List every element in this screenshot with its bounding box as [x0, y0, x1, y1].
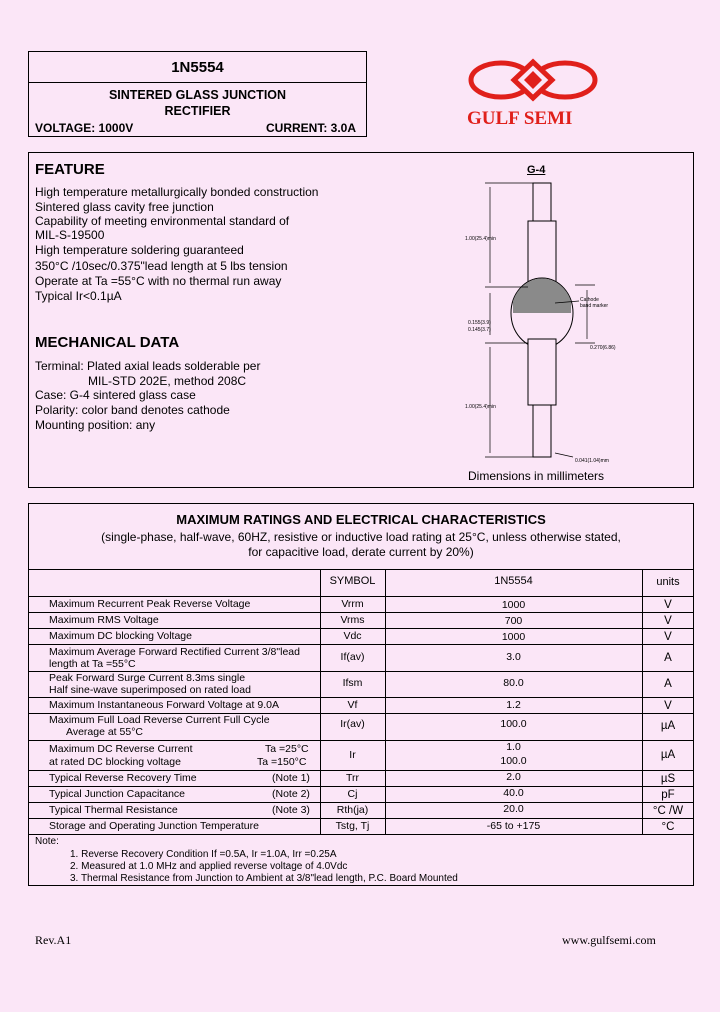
param-name: Typical Reverse Recovery Time	[49, 772, 197, 784]
symbol-cell: Vdc	[343, 630, 362, 642]
mechanical-line: Case: G-4 sintered glass case	[35, 388, 196, 402]
feature-line: Sintered glass cavity free junction	[35, 200, 214, 214]
current-rating: CURRENT: 3.0A	[266, 121, 357, 135]
param-note: (Note 3)	[272, 804, 310, 816]
dim-lead-dia: 0.041(1.04)mm	[575, 458, 609, 464]
ratings-subtitle2: for capacitive load, derate current by 20%)	[248, 545, 474, 559]
revision: Rev.A1	[35, 933, 72, 947]
param-name-cont: Half sine-wave superimposed on rated load	[49, 684, 251, 696]
value-cell: 1.2	[506, 699, 521, 711]
unit-cell: µA	[660, 749, 676, 761]
table-rule	[28, 612, 694, 613]
symbol-cell: Rth(ja)	[336, 804, 369, 816]
dim-lead-bottom: 1.00(25.4)min	[465, 404, 496, 410]
dim-body-dia: 0.155(3.9)	[468, 320, 491, 326]
unit-cell: A	[664, 652, 672, 664]
symbol-cell: Ifsm	[342, 677, 363, 689]
param-name: Typical Junction Capacitance	[49, 788, 185, 800]
param-condition: Ta =25°C	[265, 743, 309, 755]
col-header-symbol: SYMBOL	[329, 575, 376, 587]
feature-heading: FEATURE	[35, 161, 105, 178]
feature-line: 350°C /10sec/0.375"lead length at 5 lbs tension	[35, 259, 288, 273]
symbol-cell: Vrrm	[341, 598, 364, 610]
voltage-rating: VOLTAGE: 1000V	[35, 121, 134, 135]
value-cell: 2.0	[506, 771, 521, 783]
col-header-units: units	[656, 576, 680, 588]
symbol-cell: Trr	[345, 772, 360, 784]
table-rule	[28, 628, 694, 629]
symbol-cell: Ir(av)	[340, 718, 365, 730]
symbol-cell: Cj	[347, 788, 358, 800]
mechanical-line: MIL-STD 202E, method 208C	[88, 374, 247, 388]
value-cell: 1.0	[506, 741, 521, 753]
unit-cell: V	[664, 615, 672, 627]
param-note: (Note 1)	[272, 772, 310, 784]
note-item: 3. Thermal Resistance from Junction to Ambient at 3/8"lead length, P.C. Board Mounted	[70, 873, 458, 884]
cathode-label2: band marker	[580, 303, 609, 309]
header-divider	[28, 82, 367, 83]
symbol-cell: If(av)	[340, 651, 365, 663]
param-name: Maximum RMS Voltage	[49, 614, 159, 626]
feature-line: High temperature soldering guaranteed	[35, 243, 244, 257]
unit-cell: A	[664, 678, 672, 690]
symbol-cell: Vrms	[340, 614, 365, 626]
mechanical-line: Polarity: color band denotes cathode	[35, 403, 230, 417]
table-rule	[28, 569, 694, 570]
param-name: Maximum Recurrent Peak Reverse Voltage	[49, 598, 251, 610]
param-name: Storage and Operating Junction Temperature	[49, 820, 259, 832]
table-rule	[28, 697, 694, 698]
value-cell: 100.0	[500, 755, 527, 767]
value-cell: -65 to +175	[486, 820, 541, 832]
param-name: Maximum DC Reverse Current	[49, 743, 193, 755]
symbol-cell: Ir	[349, 749, 356, 761]
website-link[interactable]: www.gulfsemi.com	[562, 933, 656, 947]
symbol-cell: Vf	[347, 699, 358, 711]
unit-cell: V	[664, 700, 672, 712]
gulf-semi-logo	[458, 52, 608, 132]
feature-line: Typical Ir<0.1µA	[35, 289, 122, 303]
mechanical-line: Mounting position: any	[35, 418, 156, 432]
note-item: 2. Measured at 1.0 MHz and applied reverse voltage of 4.0Vdc	[70, 861, 348, 872]
dim-lead-top: 1.00(25.4)min	[465, 236, 496, 242]
feature-line: High temperature metallurgically bonded construction	[35, 185, 319, 199]
value-cell: 20.0	[503, 803, 524, 815]
param-name: Maximum Average Forward Rectified Current 3/8"lead	[49, 646, 300, 658]
value-cell: 1000	[501, 599, 526, 611]
table-rule	[28, 818, 694, 819]
value-cell: 700	[504, 615, 523, 627]
unit-cell: V	[664, 599, 672, 611]
param-name-cont: length at Ta =55°C	[49, 658, 136, 670]
value-cell: 40.0	[503, 787, 524, 799]
ratings-subtitle1: (single-phase, half-wave, 60HZ, resistive or inductive load rating at 25°C, unless otherwise stated,	[101, 530, 621, 544]
header-title-line1: SINTERED GLASS JUNCTION	[108, 88, 287, 102]
note-item: 1. Reverse Recovery Condition If =0.5A, Ir =1.0A, Irr =0.25A	[70, 849, 337, 860]
logo-text: GULF SEMI	[467, 108, 573, 129]
dim-body-dia2: 0.145(3.7)	[468, 327, 491, 333]
value-cell: 3.0	[506, 651, 521, 663]
mechanical-line: Terminal: Plated axial leads solderable per	[35, 359, 261, 373]
param-name: Peak Forward Surge Current 8.3ms single	[49, 672, 246, 684]
mechanical-heading: MECHANICAL DATA	[35, 334, 180, 351]
value-cell: 80.0	[503, 677, 524, 689]
value-cell: 100.0	[500, 718, 527, 730]
ratings-title: MAXIMUM RATINGS AND ELECTRICAL CHARACTERISTICS	[176, 512, 546, 527]
unit-cell: µA	[660, 720, 676, 732]
param-name: Maximum DC blocking Voltage	[49, 630, 192, 642]
table-rule	[28, 596, 694, 597]
package-label: G-4	[527, 164, 546, 176]
table-rule	[28, 644, 694, 645]
part-number: 1N5554	[171, 59, 224, 76]
dimensions-caption: Dimensions in millimeters	[468, 469, 605, 483]
feature-line: Capability of meeting environmental standard of	[35, 214, 290, 228]
dim-body-len: 0.270(6.86)	[590, 345, 616, 351]
param-name: Typical Thermal Resistance	[49, 804, 178, 816]
unit-cell: pF	[661, 789, 675, 801]
feature-line: Operate at Ta =55°C with no thermal run away	[35, 274, 282, 288]
param-note: (Note 2)	[272, 788, 310, 800]
param-name-cont: at rated DC blocking voltage	[49, 756, 181, 768]
unit-cell: °C	[661, 821, 675, 833]
col-header-part: 1N5554	[494, 575, 533, 587]
notes-heading: Note:	[35, 836, 59, 847]
header-title-line2: RECTIFIER	[164, 104, 231, 118]
cathode-label: Cathode	[580, 297, 599, 303]
param-condition: Ta =150°C	[257, 756, 307, 768]
unit-cell: °C /W	[652, 805, 684, 817]
unit-cell: µS	[660, 773, 676, 785]
feature-line: MIL-S-19500	[35, 228, 105, 242]
table-rule	[28, 834, 694, 835]
value-cell: 1000	[501, 631, 526, 643]
param-name: Maximum Instantaneous Forward Voltage at 9.0A	[49, 699, 279, 711]
param-name: Maximum Full Load Reverse Current Full Cycle	[49, 714, 270, 726]
param-name-cont: Average at 55°C	[66, 726, 143, 738]
symbol-cell: Tstg, Tj	[335, 820, 370, 832]
unit-cell: V	[664, 631, 672, 643]
